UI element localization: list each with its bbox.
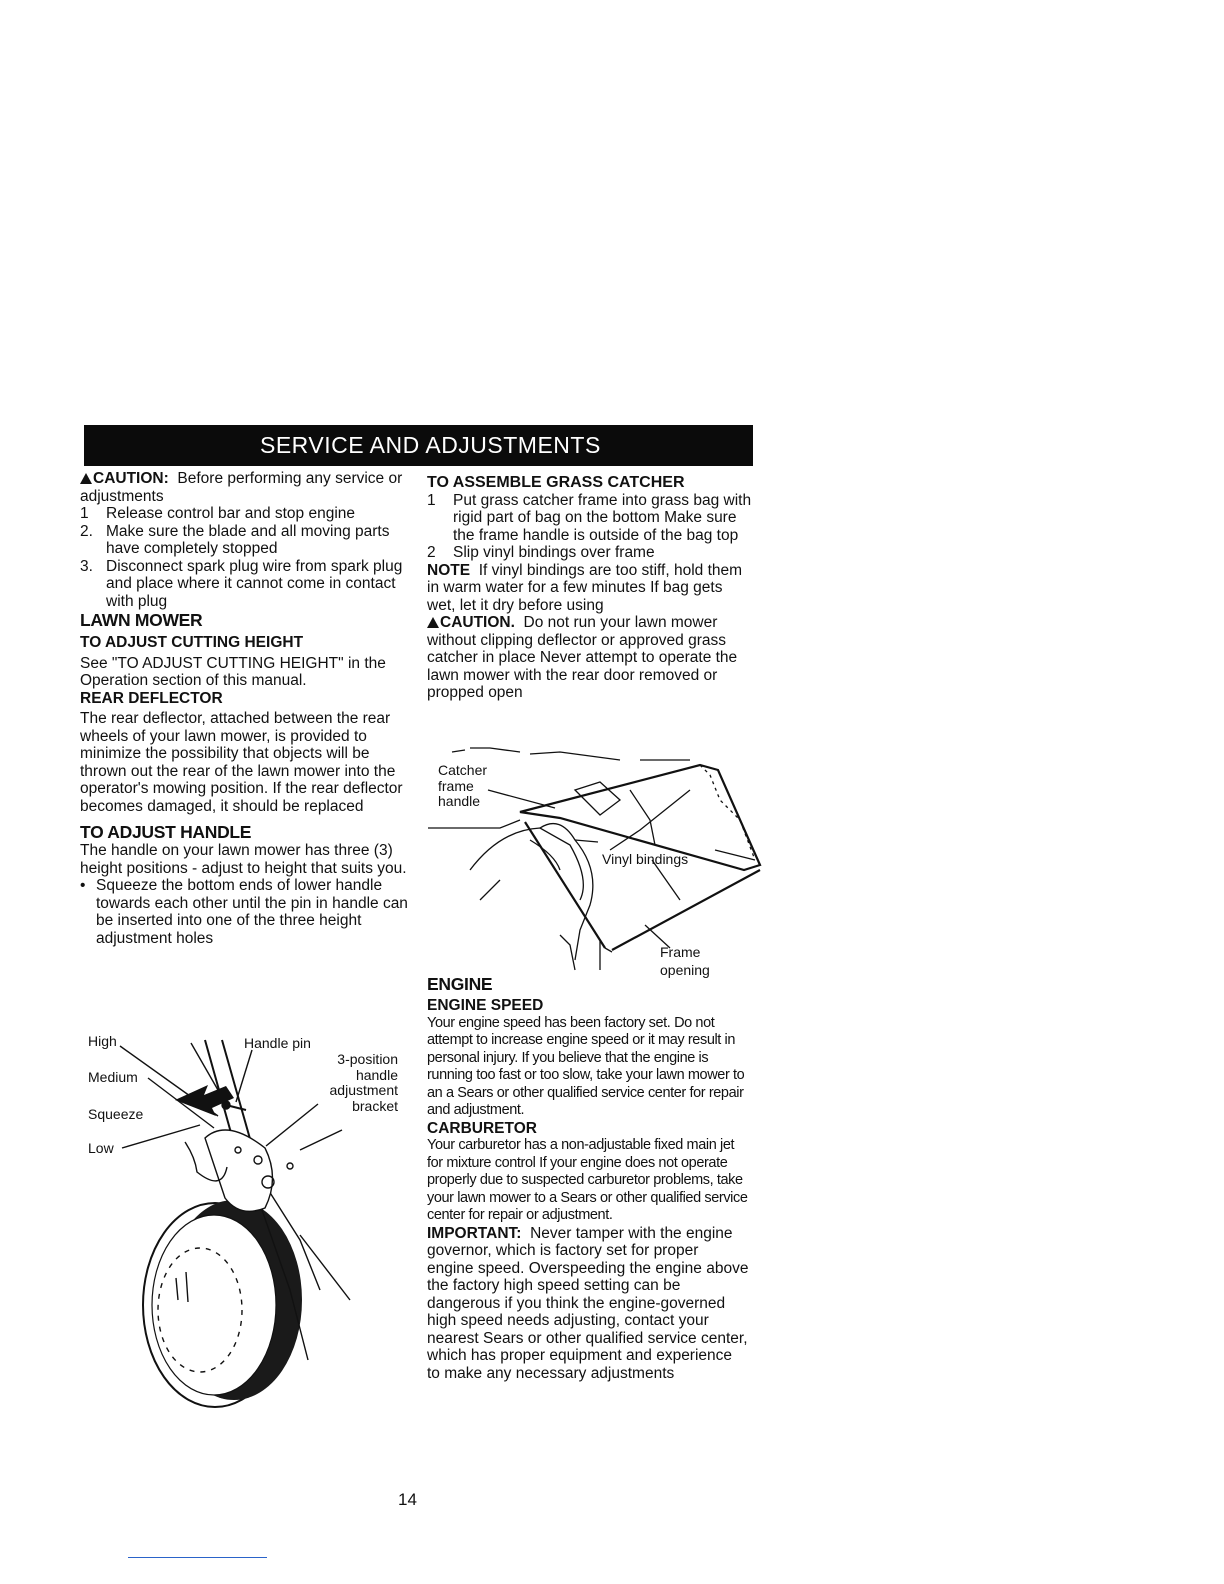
list-item: 2. Make sure the blade and all moving parts have completely stopped (80, 522, 390, 557)
cutting-height-heading: TO ADJUST CUTTING HEIGHT (80, 634, 304, 651)
note-text: If vinyl bindings are too stiff, hold them in warm water for a few minutes If bag gets wet, let it dry before using (427, 561, 743, 614)
adjust-handle-heading: TO ADJUST HANDLE (80, 822, 252, 842)
list-item: 2 Slip vinyl bindings over frame (427, 544, 655, 561)
adjust-handle-text: The handle on your lawn mower has three (3) height positions - adjust to height that suits you. (80, 842, 407, 877)
grass-catcher-heading: TO ASSEMBLE GRASS CATCHER (427, 474, 685, 491)
list-item: • Squeeze the bottom ends of lower handle towards each other until the pin in handle can be inserted into one of the three height adjustment holes (80, 877, 410, 947)
section-title: SERVICE AND ADJUSTMENTS (260, 432, 601, 458)
list-item: 1 Release control bar and stop engine (80, 505, 356, 522)
cutting-height-text: See "TO ADJUST CUTTING HEIGHT" in the Operation section of this manual. (80, 654, 386, 689)
list-item: 1 Put grass catcher frame into grass bag with rigid part of bag on the bottom Make sure the frame handle is outside of the bag top (427, 491, 752, 544)
carburetor-heading: CARBURETOR (427, 1119, 537, 1137)
label-medium: Medium (88, 1069, 138, 1085)
rear-deflector-heading: REAR DEFLECTOR (80, 689, 223, 707)
important-label: IMPORTANT: (427, 1224, 522, 1242)
caution-text: Before performing any service or adjustments (80, 470, 403, 505)
engine-speed-heading: ENGINE SPEED (427, 997, 544, 1014)
page-number: 14 (398, 1490, 417, 1509)
footer-rule (128, 1557, 267, 1558)
lawn-mower-heading: LAWN MOWER (80, 610, 203, 630)
rear-deflector-text: The rear deflector, attached between the rear wheels of your lawn mower, is provided to minimize the possibility that objects will be thrown out the rear of the lawn mower into the operator's mowing position. If the rear deflector becomes damaged, it should be replaced (80, 710, 403, 815)
label-bracket: 3-position handle adjustment bracket (329, 1051, 398, 1114)
carburetor-text: Your carburetor has a non-adjustable fixed main jet for mixture control If your engine does not operate properly due to suspected carburetor problems, take your lawn mower to a Sears or other qualified service center for repair or adjustment. (427, 1137, 748, 1223)
engine-heading: ENGINE (427, 974, 493, 994)
label-catcher-frame-handle: Catcher frame handle (438, 762, 488, 809)
important-text: Never tamper with the engine governor, which is factory set for proper engine speed. Overspeeding the engine above the factory high speed setting can be dangerous if you think the engine-governed high speed needs adjusting, contact your nearest Sears or other qualified service center, which has proper equipment and experience to make any necessary adjustments (427, 1224, 749, 1382)
label-high: High (88, 1033, 117, 1049)
caution2-label: CAUTION. (440, 614, 515, 631)
label-vinyl-bindings: Vinyl bindings (602, 851, 689, 867)
label-squeeze: Squeeze (88, 1106, 144, 1122)
engine-speed-text: Your engine speed has been factory set. Do not attempt to increase engine speed or it may result in personal injury. If you believe that the engine is running too fast or too slow, take your lawn mower to an a Sears or other qualified service center for repair and adjustment. (427, 1014, 745, 1118)
list-item: 3. Disconnect spark plug wire from spark plug and place where it cannot come in contact with plug (80, 557, 403, 610)
engine-section (427, 974, 749, 1382)
caution2-text: Do not run your lawn mower without clipping deflector or approved grass catcher in place Never attempt to operate the lawn mower with the rear door removed or propped open (427, 614, 738, 701)
important-paragraph (427, 1225, 749, 1383)
caution-label: CAUTION: (93, 470, 169, 487)
label-frame-opening: Frame opening (660, 944, 710, 978)
note-label: NOTE (427, 561, 471, 579)
label-low: Low (88, 1140, 114, 1156)
label-handle-pin: Handle pin (244, 1035, 311, 1051)
